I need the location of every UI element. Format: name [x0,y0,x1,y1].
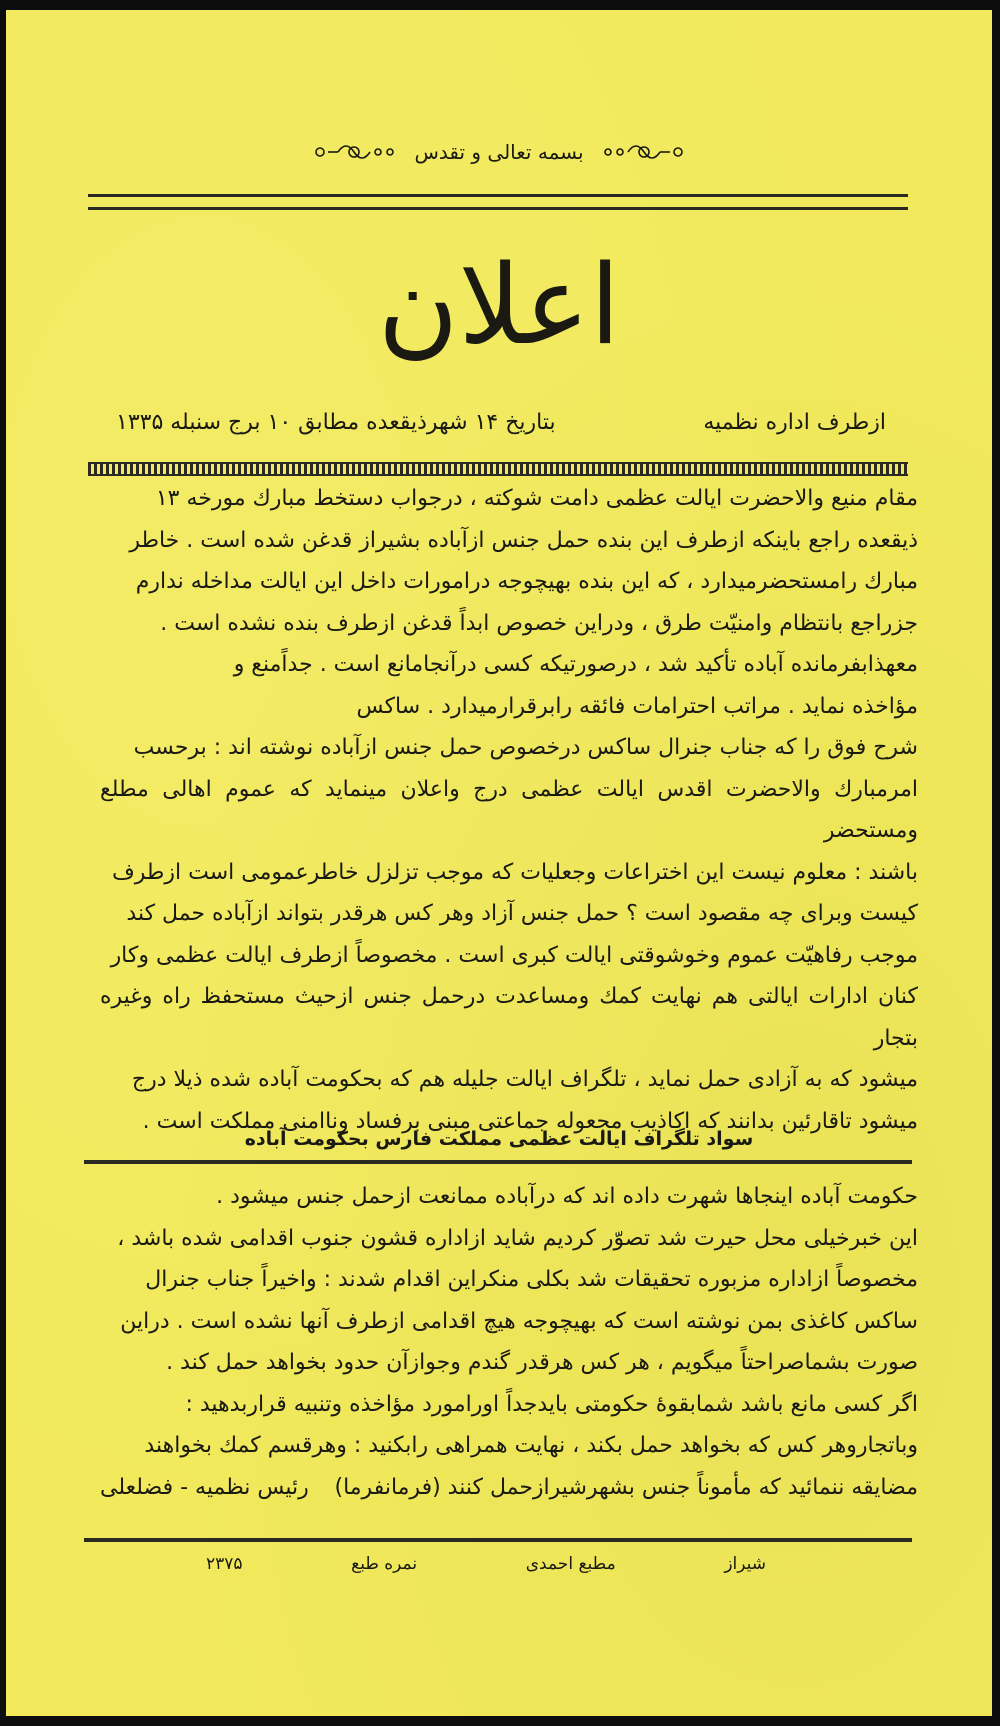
text-line: ساکس کاغذی بمن نوشته است که بهیچوجه هیچ اقدامی ازطرف آنها نشده است . دراین [120,1308,918,1334]
text-line: مقام منیع والاحضرت ایالت عظمی دامت شوکته ، درجواب دستخط مبارك مورخه ۱۳ [155,486,918,511]
text-line: مبارك رامستحضرمیدارد ، که این بنده بهیچوجه درامورات داخل این ایالت مداخله ندارم [135,569,918,594]
section-telegram [100,1176,918,1508]
bottom-divider [84,1538,912,1542]
text-line: حکومت آباده اینجاها شهرت داده اند که درآباده ممانعت ازحمل جنس میشود . [216,1184,918,1209]
left-ornament-icon [598,137,688,167]
issuer: ازطرف اداره نظمیه [703,410,886,435]
invocation-row [6,132,992,172]
top-divider [88,194,908,210]
telegram-heading: سواد تلگراف ایالت عظمی مملکت فارس بحکومت آباده [244,1128,754,1150]
text-line: ذیقعده راجع باینکه ازطرف این بنده حمل جنس ازآباده بشیراز قدغن شده است . خاطر [129,527,918,553]
text-line: میشود که به آزادی حمل نماید ، تلگراف ایالت جلیله هم که بحکومت آباده شده ذیلا درج [131,1067,918,1092]
page-title: اعلان [377,241,621,369]
text-line: اگر کسی مانع باشد شمابقوۀ حکومتی بایدجداً اورامورد مؤاخذه وتنبیه قراربدهید : [185,1391,918,1417]
invocation-text: بسمه تعالی و تقدس [414,140,584,164]
text-line: میشود تاقارئین بدانند که اکاذیب مجعوله جماعتی مبنی برفساد وناامنی مملکت است . [142,1108,918,1134]
text-line: این خبرخیلی محل حیرت شد تصوّر کردیم شاید ازاداره قشون جنوب اقدامی شده باشد ، [117,1225,918,1251]
print-number-label: نمره طبع [351,1554,418,1574]
text-line: صورت بشماصراحتاً میگویم ، هر کس هرقدر گندم وجوازآن حدود بخواهد حمل کند . [166,1350,918,1375]
text-line: باشند : معلوم نیست این اختراعات وجعلیات که موجب تزلزل خاطرعمومی است ازطرف [111,859,918,885]
text-line: معهذابفرمانده آباده تأکید شد ، درصورتیکه کسی درآنجامانع است . جداًمنع و [233,652,918,677]
text-line: مخصوصاً ازاداره مزبوره تحقیقات شد بکلی منکراین اقدام شدند : واخیراً جناب جنرال [145,1267,918,1292]
closing-text: مضایقه ننمائید که مأموناً جنس بشهرشیرازحمل کنند (فرمانفرما) [334,1474,918,1500]
telegram-divider [84,1160,912,1164]
city: شیراز [724,1554,766,1574]
right-ornament-icon [310,137,400,167]
print-number: ۲۳۷۵ [206,1554,243,1574]
text-line: شرح فوق را که جناب جنرال ساکس درخصوص حمل جنس ازآباده نوشته اند : برحسب [133,735,918,760]
dateline [116,410,886,435]
closing-line [100,1467,918,1509]
notice-sheet [6,10,992,1716]
printer-footer [206,1554,766,1574]
text-line: امرمبارك والاحضرت اقدس ایالت عظمی درج واعلان مینماید که عموم اهالی مطلع ومستحضر [100,776,918,843]
text-line: وباتجاروهر کس که بخواهد حمل بکند ، نهایت همراهی رابکنید : وهرقسم کمك بخواهند [144,1433,918,1458]
text-line: کیست وبرای چه مقصود است ؟ حمل جنس آزاد وهر کس هرقدر بتواند ازآباده حمل کند [126,901,918,926]
issue-date: بتاریخ ۱۴ شهرذیقعده مطابق ۱۰ برج سنبله ۱۳۳۵ [116,410,556,435]
text-line: کنان ادارات ایالتی هم نهایت کمك ومساعدت درحمل جنس ازحیث مستحفظ راه وغیره بتجار [100,984,918,1051]
text-line: مؤاخذه نماید . مراتب احترامات فائقه رابرقرارمیدارد . ساکس [356,693,918,719]
signature: رئیس نظمیه - فضلعلی [100,1474,309,1500]
press-name: مطبع احمدی [525,1554,616,1574]
text-line: موجب رفاهیّت عموم وخوشوقتی ایالت کبری است . مخصوصاً ازطرف ایالت عظمی وکار [110,942,918,968]
dotted-divider [88,462,908,476]
text-line: جزراجع بانتظام وامنیّت طرق ، ودراین خصوص ابداً قدغن ازطرف بنده نشده است . [160,610,918,636]
section-general-letter [100,478,918,1142]
